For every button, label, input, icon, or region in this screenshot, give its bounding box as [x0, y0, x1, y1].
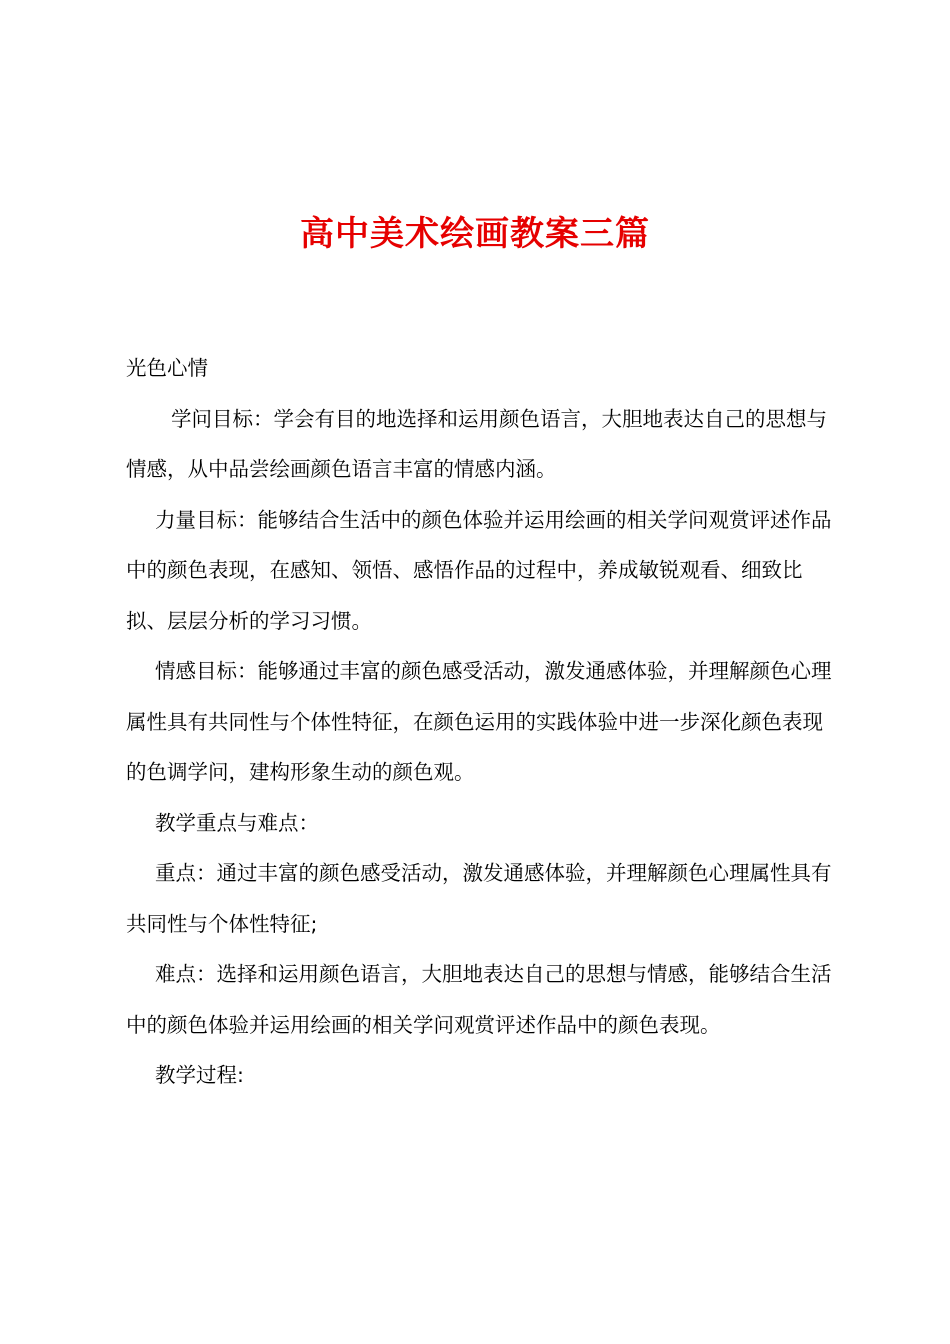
- teaching-process-heading: 教学过程:: [155, 1063, 244, 1087]
- emotion-goal-paragraph: 情感目标：能够通过丰富的颜色感受活动，激发通感体验，并理解颜色心理属性具有共同性与个体性特征，在颜色运用的实践体验中进一步深化颜色表现的色调学问，建构形象生动的颜色观。: [126, 659, 832, 784]
- ability-goal-paragraph: 力量目标：能够结合生活中的颜色体验并运用绘画的相关学问观赏评述作品中的颜色表现，在感知、领悟、感悟作品的过程中，养成敏锐观看、细致比拟、层层分析的学习习惯。: [126, 507, 832, 633]
- document-title: 高中美术绘画教案三篇: [300, 214, 650, 254]
- key-point-paragraph: 重点：通过丰富的颜色感受活动，激发通感体验，并理解颜色心理属性具有共同性与个体性特征;: [126, 861, 832, 936]
- document-body: [126, 343, 832, 1101]
- knowledge-goal-paragraph: 学问目标：学会有目的地选择和运用颜色语言，大胆地表达自己的思想与情感，从中品尝绘画颜色语言丰富的情感内涵。: [126, 406, 827, 481]
- difficult-point-paragraph: 难点：选择和运用颜色语言，大胆地表达自己的思想与情感，能够结合生活中的颜色体验并运用绘画的相关学问观赏评述作品中的颜色表现。: [126, 962, 832, 1037]
- section-heading: 光色心情: [126, 356, 208, 380]
- key-difficult-heading: 教学重点与难点：: [155, 810, 319, 835]
